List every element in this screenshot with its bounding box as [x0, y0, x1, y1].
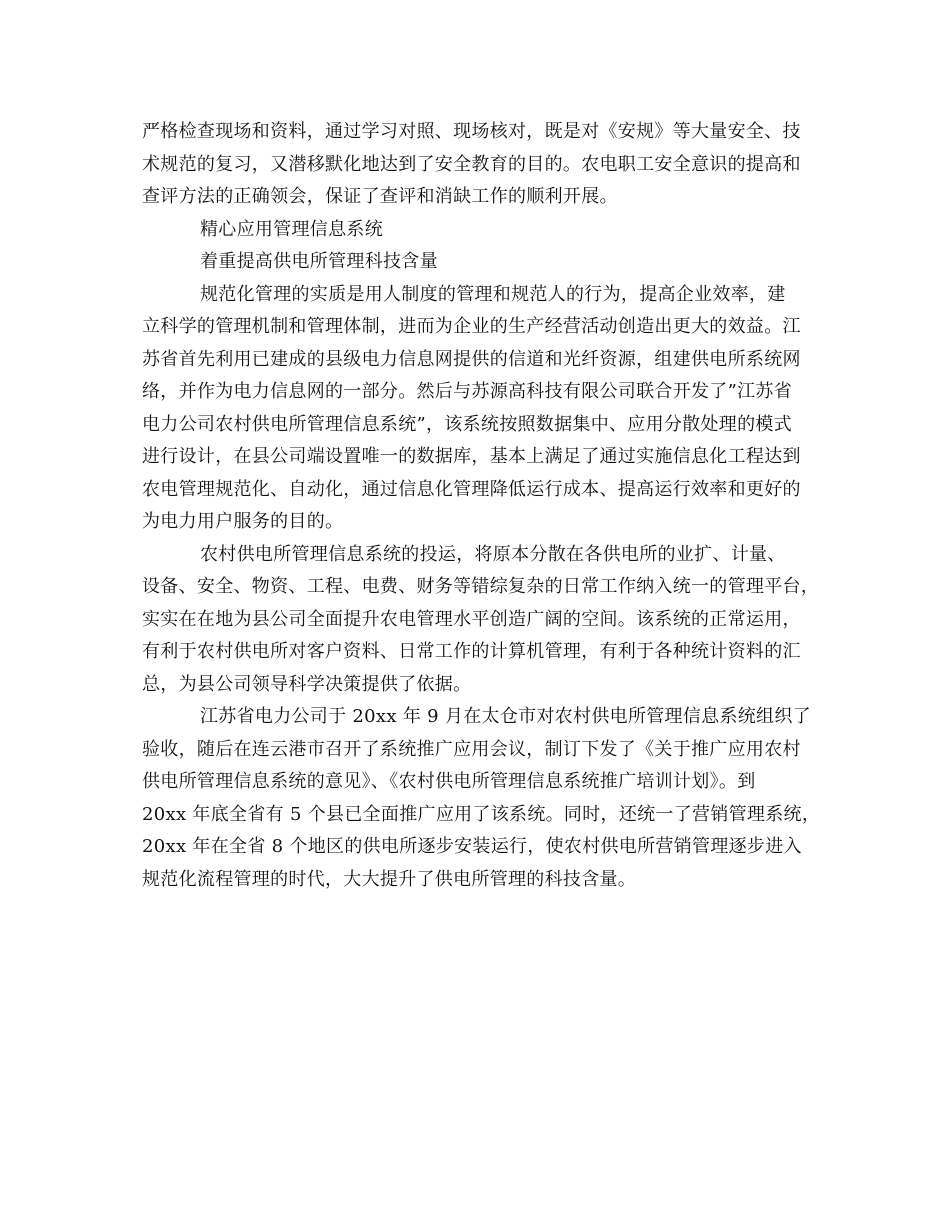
- text-line: 有利于农村供电所对客户资料、日常工作的计算机管理，有利于各种统计资料的汇: [142, 641, 801, 662]
- text-line: 进行设计，在县公司端设置唯一的数据库，基本上满足了通过实施信息化工程达到: [142, 446, 801, 467]
- text-line: 苏省首先利用已建成的县级电力信息网提供的信道和光纤资源，组建供电所系统网: [142, 348, 801, 370]
- text-line: 实实在在地为县公司全面提升农电管理水平创造广阔的空间。该系统的正常运用，: [142, 608, 801, 630]
- text-line: 电力公司农村供电所管理信息系统”，该系统按照数据集中、应用分散处理的模式: [142, 413, 792, 435]
- text-line: 为电力用户服务的目的。: [142, 511, 344, 532]
- paragraph-standardized-management: [142, 279, 810, 539]
- text-line: 术规范的复习，又潜移默化地达到了安全教育的目的。农电职工安全意识的提高和: [142, 153, 801, 175]
- paragraph-acceptance-rollout: [142, 701, 821, 896]
- text-line: 查评方法的正确领会，保证了查评和消缺工作的顺利开展。: [142, 186, 618, 207]
- text-line: 规范化流程管理的时代，大大提升了供电所管理的科技含量。: [142, 868, 637, 890]
- text-line: 20xx 年在全省 8 个地区的供电所逐步安装运行，使农村供电所营销管理逐步进入: [142, 836, 802, 857]
- heading-text: 着重提高供电所管理科技含量: [200, 251, 438, 272]
- text-line: 络，并作为电力信息网的一部分。然后与苏源高科技有限公司联合开发了”江苏省: [142, 381, 792, 402]
- section-heading-line-1: [142, 214, 810, 247]
- paragraph-continuation: [142, 116, 810, 214]
- text-line: 农村供电所管理信息系统的投运，将原本分散在各供电所的业扩、计量、: [200, 543, 786, 565]
- text-line: 规范化管理的实质是用人制度的管理和规范人的行为，提高企业效率，建: [200, 283, 786, 305]
- text-line: 供电所管理信息系统的意见》、《农村供电所管理信息系统推广培训计划》。到: [142, 771, 756, 792]
- document-body: [142, 116, 821, 896]
- section-heading-line-2: [142, 246, 810, 279]
- text-line: 设备、安全、物资、工程、电费、财务等错综复杂的日常工作纳入统一的管理平台，: [142, 576, 820, 597]
- text-line: 20xx 年底全省有 5 个县已全面推广应用了该系统。同时，还统一了营销管理系统，: [142, 803, 821, 825]
- text-line: 总，为县公司领导科学决策提供了依据。: [142, 673, 472, 695]
- text-line: 江苏省电力公司于 20xx 年 9 月在太仓市对农村供电所管理信息系统组织了: [200, 706, 811, 727]
- heading-text: 精心应用管理信息系统: [200, 218, 383, 240]
- text-line: 农电管理规范化、自动化，通过信息化管理降低运行成本、提高运行效率和更好的: [142, 478, 801, 500]
- text-line: 验收，随后在连云港市召开了系统推广应用会议，制订下发了《关于推广应用农村: [142, 738, 801, 760]
- text-line: 严格检查现场和资料，通过学习对照、现场核对，既是对《安规》等大量安全、技: [142, 121, 801, 142]
- text-line: 立科学的管理机制和管理体制，进而为企业的生产经营活动创造出更大的效益。江: [142, 316, 801, 337]
- paragraph-system-operation: [142, 539, 820, 702]
